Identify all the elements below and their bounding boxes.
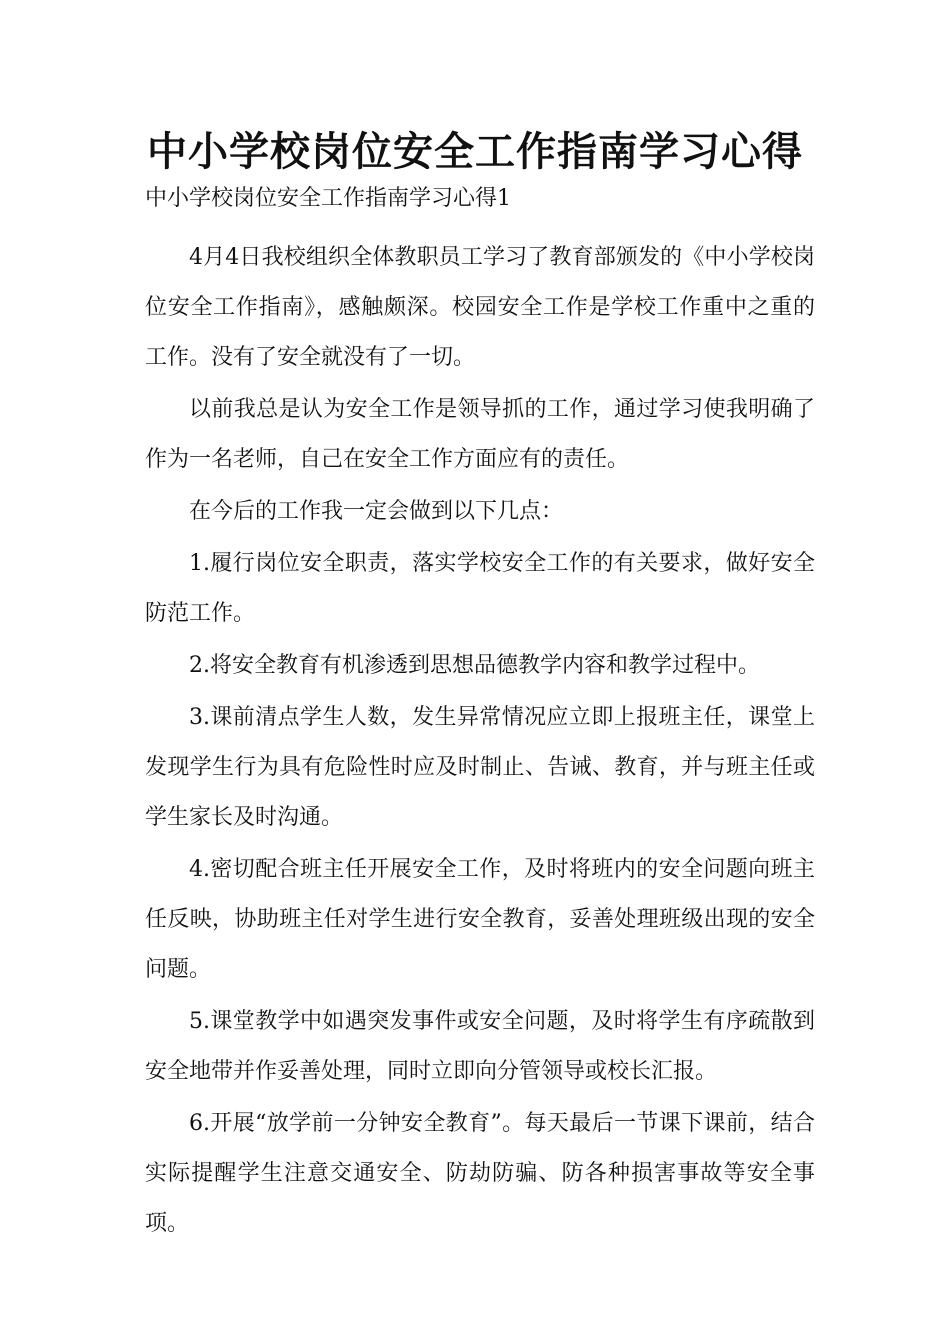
list-item-1: 1.履行岗位安全职责，落实学校安全工作的有关要求，做好安全防范工作。 <box>145 551 815 626</box>
list-item-6: 6.开展“放学前一分钟安全教育”。每天最后一节课下课前，结合实际提醒学生注意交通安全、防劫防骗、防各种损害事故等安全事项。 <box>145 1111 815 1236</box>
document-subtitle: 中小学校岗位安全工作指南学习心得1 <box>145 186 511 211</box>
paragraph-responsibility: 以前我总是认为安全工作是领导抓的工作，通过学习使我明确了作为一名老师，自己在安全工作方面应有的责任。 <box>145 397 815 472</box>
list-item-2: 2.将安全教育有机渗透到思想品德教学内容和教学过程中。 <box>189 653 760 678</box>
list-item-5: 5.课堂教学中如遇突发事件或安全问题，及时将学生有序疏散到安全地带并作妥善处理，同时立即向分管领导或校长汇报。 <box>145 1009 815 1084</box>
paragraph-commitments-lead: 在今后的工作我一定会做到以下几点： <box>189 499 564 524</box>
list-item-4: 4.密切配合班主任开展安全工作，及时将班内的安全问题向班主任反映，协助班主任对学生进行安全教育，妥善处理班级出现的安全问题。 <box>145 857 815 982</box>
document-body <box>145 233 815 1251</box>
list-item-3: 3.课前清点学生人数，发生异常情况应立即上报班主任，课堂上发现学生行为具有危险性时应及时制止、告诫、教育，并与班主任或学生家长及时沟通。 <box>145 705 815 830</box>
document-title: 中小学校岗位安全工作指南学习心得 <box>147 129 803 175</box>
paragraph-intro: 4月4日我校组织全体教职员工学习了教育部颁发的《中小学校岗位安全工作指南》，感触颇深。校园安全工作是学校工作重中之重的工作。没有了安全就没有了一切。 <box>145 245 815 370</box>
